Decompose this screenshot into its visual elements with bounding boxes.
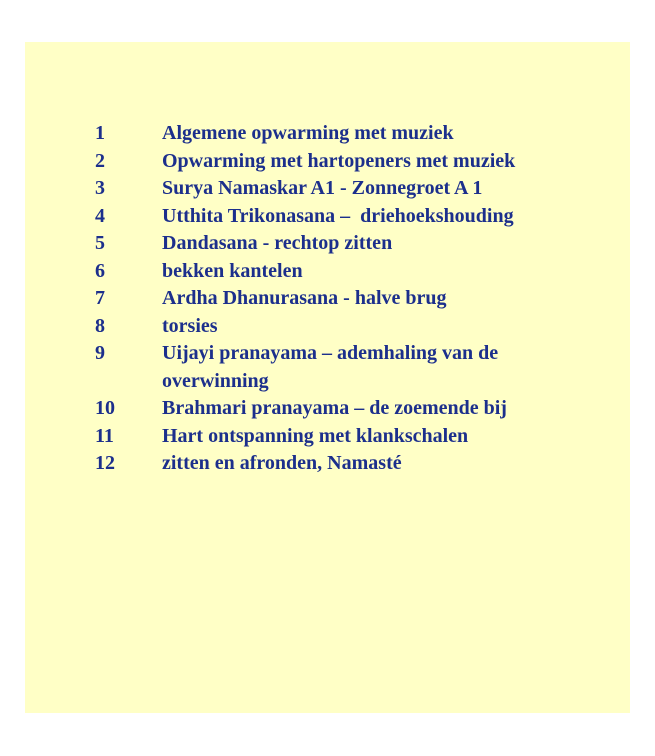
item-number: 4 [95,204,105,227]
list-item [95,423,515,451]
item-text: Utthita Trikonasana – driehoekshouding [162,204,514,227]
list-item [95,313,515,341]
list-item-continuation [95,368,515,396]
item-number: 1 [95,122,105,144]
item-number: 7 [95,287,105,309]
list-item [95,203,515,231]
item-number: 5 [95,232,105,254]
list-item [95,340,515,368]
item-number: 3 [95,177,105,199]
item-text: Algemene opwarming met muziek [162,122,454,144]
item-number: 2 [95,149,105,172]
item-text: torsies [162,314,218,337]
item-text: Ardha Dhanurasana - halve brug [162,287,447,309]
item-number: 10 [95,397,115,419]
item-text: Surya Namaskar A1 - Zonnegroet A 1 [162,177,483,199]
item-text: Uijayi pranayama – ademhaling van de [162,342,499,364]
item-text: overwinning [162,369,269,392]
item-text: Dandasana - rechtop zitten [162,232,393,254]
list-item [95,120,515,148]
list-item [95,148,515,176]
list-item [95,285,515,313]
item-number-spacer [95,368,162,396]
item-text: Brahmari pranayama – de zoemende bij [162,397,507,419]
program-list [95,120,515,478]
item-number: 6 [95,259,105,282]
item-number: 9 [95,342,105,364]
list-item [95,395,515,423]
item-number: 12 [95,452,115,474]
item-text: Opwarming met hartopeners met muziek [162,149,516,172]
item-text: bekken kantelen [162,259,303,282]
list-item [95,258,515,286]
item-number: 11 [95,424,114,447]
item-text: zitten en afronden, Namasté [162,452,402,474]
program-card [25,42,630,713]
list-item [95,450,515,478]
list-item [95,175,515,203]
item-text: Hart ontspanning met klankschalen [162,424,469,447]
list-item [95,230,515,258]
item-number: 8 [95,314,105,337]
